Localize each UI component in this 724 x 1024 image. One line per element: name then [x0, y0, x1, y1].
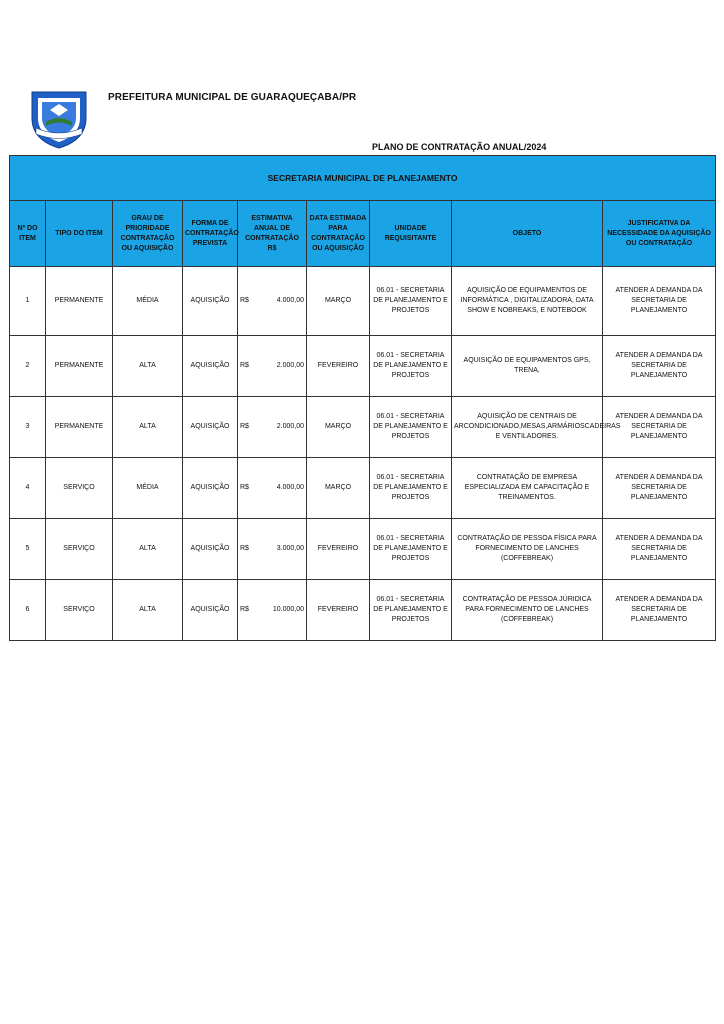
cell-item: 6: [10, 580, 46, 641]
cell-prioridade: MÉDIA: [113, 267, 183, 336]
cell-unidade: 06.01 - SECRETARIA DE PLANEJAMENTO E PROJETOS: [370, 336, 452, 397]
currency-symbol: R$: [240, 297, 249, 304]
cell-valor: [238, 267, 307, 336]
cell-tipo: SERVIÇO: [46, 458, 113, 519]
cell-objeto: AQUISIÇÃO DE CENTRAIS DE ARCONDICIONADO,MESAS,ARMÁRIOSCADEIRAS E VENTILADORES.: [452, 397, 603, 458]
table-row: [10, 580, 716, 641]
cell-prioridade: ALTA: [113, 519, 183, 580]
cell-forma: AQUISIÇÃO: [183, 580, 238, 641]
cell-unidade: 06.01 - SECRETARIA DE PLANEJAMENTO E PROJETOS: [370, 519, 452, 580]
cell-data: FEVEREIRO: [307, 519, 370, 580]
cell-justificativa: ATENDER A DEMANDA DA SECRETARIA DE PLANEJAMENTO: [603, 519, 716, 580]
coat-of-arms-icon: [26, 88, 92, 150]
cell-item: 1: [10, 267, 46, 336]
col-header-tipo: TIPO DO ITEM: [46, 201, 113, 267]
contract-plan-table: [9, 155, 716, 641]
secretariat-banner: SECRETARIA MUNICIPAL DE PLANEJAMENTO: [10, 156, 716, 201]
cell-data: MARÇO: [307, 397, 370, 458]
cell-tipo: SERVIÇO: [46, 580, 113, 641]
table-header-row: [10, 201, 716, 267]
cell-data: MARÇO: [307, 458, 370, 519]
cell-tipo: PERMANENTE: [46, 267, 113, 336]
col-header-estimativa: ESTIMATIVA ANUAL DE CONTRATAÇÃO R$: [238, 201, 307, 267]
cell-objeto: AQUISIÇÃO DE EQUIPAMENTOS GPS, TRENA,: [452, 336, 603, 397]
cell-valor: [238, 519, 307, 580]
cell-prioridade: ALTA: [113, 580, 183, 641]
value-amount: 3.000,00: [276, 545, 304, 552]
table-row: [10, 519, 716, 580]
cell-tipo: PERMANENTE: [46, 336, 113, 397]
col-header-item: Nº DO ITEM: [10, 201, 46, 267]
cell-objeto: CONTRATAÇÃO DE PESSOA JÚRIDICA PARA FORNECIMENTO DE LANCHES (COFFEBREAK): [452, 580, 603, 641]
cell-forma: AQUISIÇÃO: [183, 267, 238, 336]
table-row: [10, 267, 716, 336]
cell-forma: AQUISIÇÃO: [183, 519, 238, 580]
value-amount: 4.000,00: [276, 484, 304, 491]
cell-item: 4: [10, 458, 46, 519]
cell-justificativa: ATENDER A DEMANDA DA SECRETARIA DE PLANEJAMENTO: [603, 458, 716, 519]
col-header-justificativa: JUSTIFICATIVA DA NECESSIDADE DA AQUISIÇÃO OU CONTRATAÇÃO: [603, 201, 716, 267]
cell-justificativa: ATENDER A DEMANDA DA SECRETARIA DE PLANEJAMENTO: [603, 267, 716, 336]
cell-forma: AQUISIÇÃO: [183, 458, 238, 519]
col-header-prioridade: GRAU DE PRIORIDADE CONTRATAÇÃO OU AQUISIÇÃO: [113, 201, 183, 267]
table-row: [10, 336, 716, 397]
cell-justificativa: ATENDER A DEMANDA DA SECRETARIA DE PLANEJAMENTO: [603, 397, 716, 458]
currency-symbol: R$: [240, 545, 249, 552]
cell-tipo: PERMANENTE: [46, 397, 113, 458]
secretariat-banner-row: [10, 156, 716, 201]
col-header-objeto: OBJETO: [452, 201, 603, 267]
cell-forma: AQUISIÇÃO: [183, 397, 238, 458]
cell-objeto: CONTRATAÇÃO DE EMPRESA ESPECIALIZADA EM CAPACITAÇÃO E TREINAMENTOS.: [452, 458, 603, 519]
cell-objeto: AQUISIÇÃO DE EQUIPAMENTOS DE INFORMÁTICA , DIGITALIZADORA, DATA SHOW E NOBREAKS, E NOTEBOOK: [452, 267, 603, 336]
value-amount: 4.000,00: [276, 297, 304, 304]
value-amount: 2.000,00: [276, 423, 304, 430]
value-amount: 2.000,00: [276, 362, 304, 369]
cell-valor: [238, 397, 307, 458]
cell-prioridade: ALTA: [113, 336, 183, 397]
org-title: PREFEITURA MUNICIPAL DE GUARAQUEÇABA/PR: [108, 92, 357, 103]
currency-symbol: R$: [240, 484, 249, 491]
col-header-unidade: UNIDADE REQUISITANTE: [370, 201, 452, 267]
cell-valor: [238, 458, 307, 519]
cell-justificativa: ATENDER A DEMANDA DA SECRETARIA DE PLANEJAMENTO: [603, 580, 716, 641]
cell-prioridade: ALTA: [113, 397, 183, 458]
cell-item: 5: [10, 519, 46, 580]
cell-item: 2: [10, 336, 46, 397]
cell-valor: [238, 580, 307, 641]
currency-symbol: R$: [240, 606, 249, 613]
cell-forma: AQUISIÇÃO: [183, 336, 238, 397]
cell-unidade: 06.01 - SECRETARIA DE PLANEJAMENTO E PROJETOS: [370, 267, 452, 336]
municipal-logo: [26, 88, 92, 150]
cell-unidade: 06.01 - SECRETARIA DE PLANEJAMENTO E PROJETOS: [370, 458, 452, 519]
cell-valor: [238, 336, 307, 397]
cell-data: FEVEREIRO: [307, 580, 370, 641]
cell-unidade: 06.01 - SECRETARIA DE PLANEJAMENTO E PROJETOS: [370, 397, 452, 458]
cell-tipo: SERVIÇO: [46, 519, 113, 580]
cell-data: MARÇO: [307, 267, 370, 336]
col-header-data: DATA ESTIMADA PARA CONTRATAÇÃO OU AQUISIÇÃO: [307, 201, 370, 267]
plan-title: PLANO DE CONTRATAÇÃO ANUAL/2024: [372, 142, 547, 152]
cell-data: FEVEREIRO: [307, 336, 370, 397]
col-header-forma: FORMA DE CONTRATAÇÃO PREVISTA: [183, 201, 238, 267]
value-amount: 10.000,00: [272, 606, 304, 613]
currency-symbol: R$: [240, 362, 249, 369]
currency-symbol: R$: [240, 423, 249, 430]
cell-unidade: 06.01 - SECRETARIA DE PLANEJAMENTO E PROJETOS: [370, 580, 452, 641]
table-row: [10, 397, 716, 458]
cell-item: 3: [10, 397, 46, 458]
table-row: [10, 458, 716, 519]
cell-prioridade: MÉDIA: [113, 458, 183, 519]
cell-justificativa: ATENDER A DEMANDA DA SECRETARIA DE PLANEJAMENTO: [603, 336, 716, 397]
cell-objeto: CONTRATAÇÃO DE PESSOA FÍSICA PARA FORNECIMENTO DE LANCHES (COFFEBREAK): [452, 519, 603, 580]
